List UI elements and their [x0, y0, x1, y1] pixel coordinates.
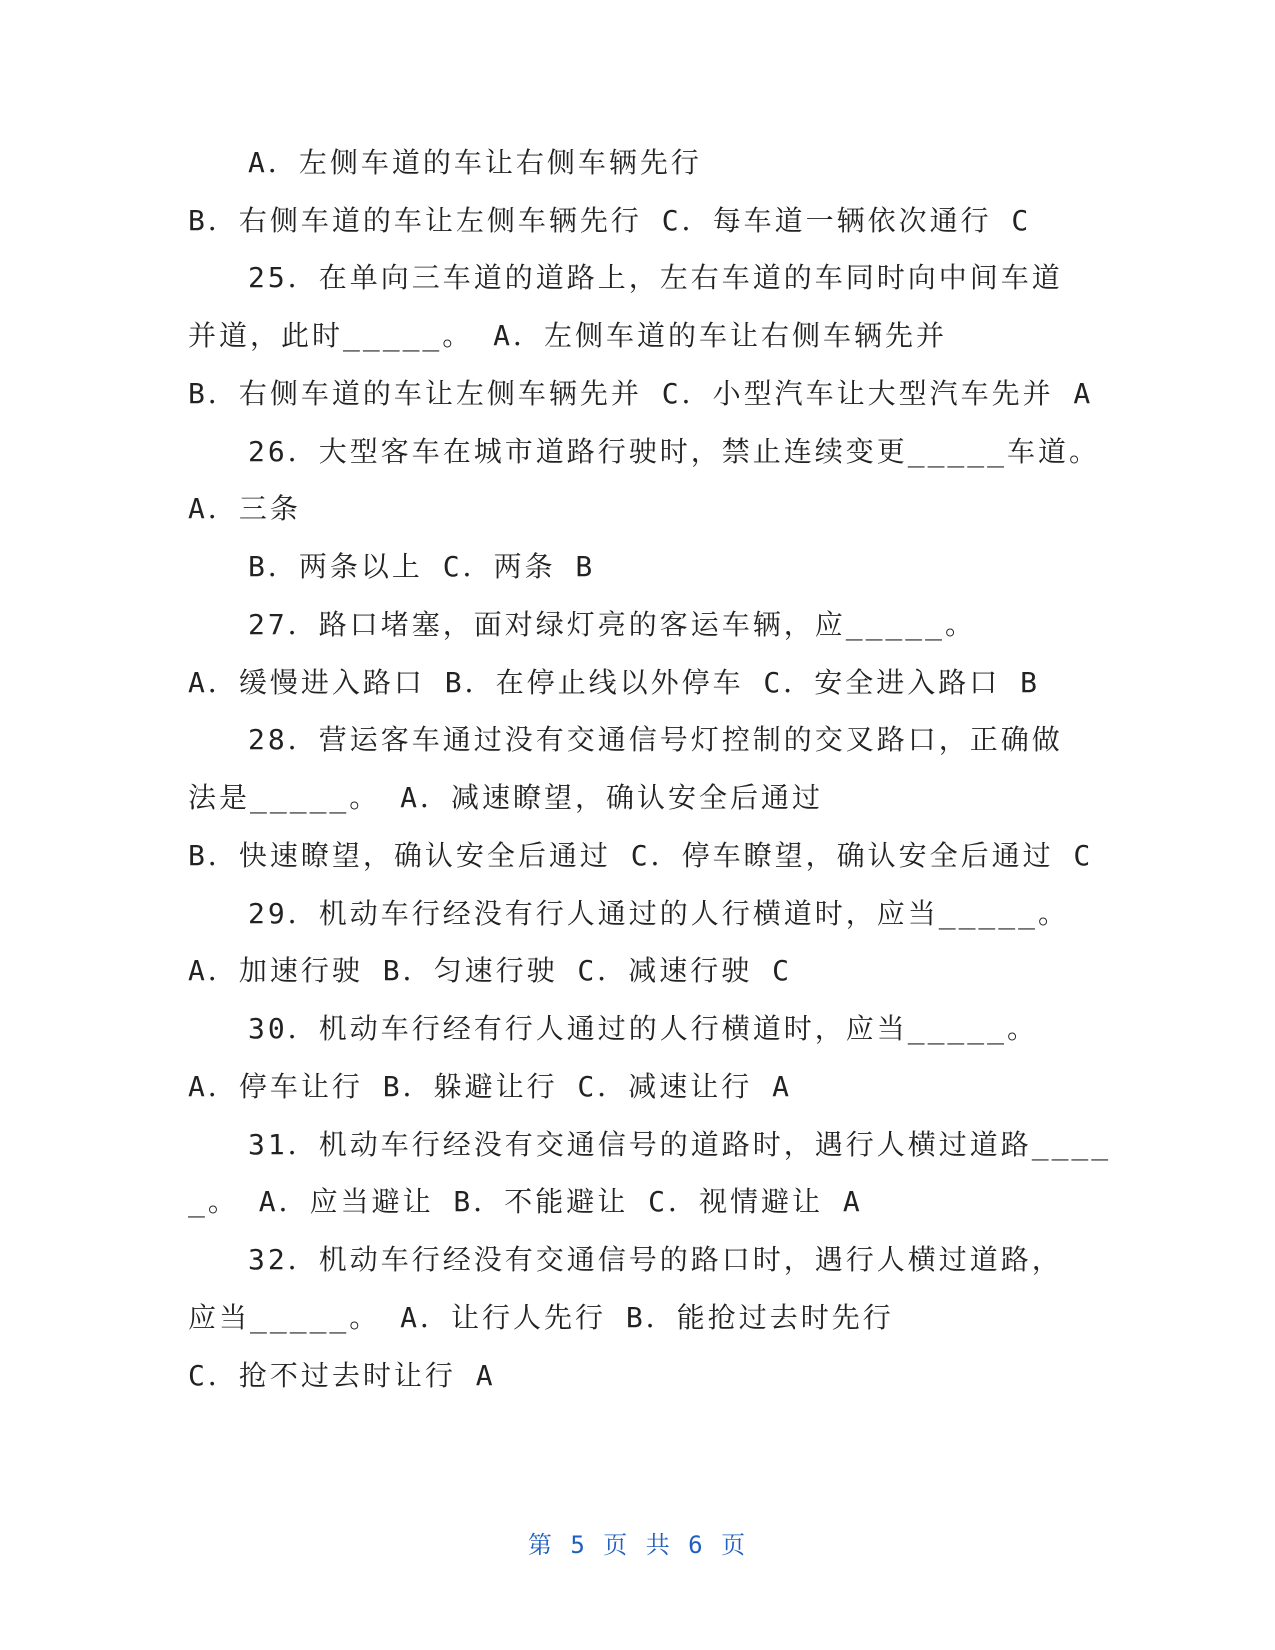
text-line: B．右侧车道的车让左侧车辆先行 C．每车道一辆依次通行 C — [188, 204, 1032, 237]
question-28-line: 28．营运客车通过没有交通信号灯控制的交叉路口，正确做 — [248, 723, 1063, 756]
text-line: 法是_____。 A．减速瞭望，确认安全后通过 — [188, 781, 824, 814]
question-25-line: 25．在单向三车道的道路上，左右车道的车同时向中间车道 — [248, 261, 1063, 294]
question-31-line: 31．机动车行经没有交通信号的道路时，遇行人横过道路____ — [248, 1128, 1112, 1161]
text-line: 应当_____。 A．让行人先行 B．能抢过去时先行 — [188, 1301, 894, 1334]
text-line: A．停车让行 B．躲避让行 C．减速让行 A — [188, 1070, 793, 1103]
page-number-footer: 第 5 页 共 6 页 — [527, 1531, 748, 1559]
text-line: B．快速瞭望，确认安全后通过 C．停车瞭望，确认安全后通过 C — [188, 839, 1094, 872]
question-29-line: 29．机动车行经没有行人通过的人行横道时，应当_____。 — [248, 897, 1070, 930]
text-line: C．抢不过去时让行 A — [188, 1359, 496, 1392]
text-line: A．三条 — [188, 492, 301, 525]
text-line: A．缓慢进入路口 B．在停止线以外停车 C．安全进入路口 B — [188, 666, 1041, 699]
question-27-line: 27．路口堵塞，面对绿灯亮的客运车辆，应_____。 — [248, 608, 977, 641]
question-30-line: 30．机动车行经有行人通过的人行横道时，应当_____。 — [248, 1012, 1039, 1045]
text-line: A．加速行驶 B．匀速行驶 C．减速行驶 C — [188, 954, 793, 987]
text-line: A．左侧车道的车让右侧车辆先行 — [248, 146, 702, 179]
question-26-line: 26．大型客车在城市道路行驶时，禁止连续变更_____车道。 — [248, 435, 1101, 468]
text-line: B．两条以上 C．两条 B — [248, 550, 596, 583]
text-line: 并道，此时_____。 A．左侧车道的车让右侧车辆先并 — [188, 319, 948, 352]
text-line: B．右侧车道的车让左侧车辆先并 C．小型汽车让大型汽车先并 A — [188, 377, 1094, 410]
text-line: _。 A．应当避让 B．不能避让 C．视情避让 A — [188, 1185, 863, 1218]
question-32-line: 32．机动车行经没有交通信号的路口时，遇行人横过道路， — [248, 1243, 1063, 1276]
